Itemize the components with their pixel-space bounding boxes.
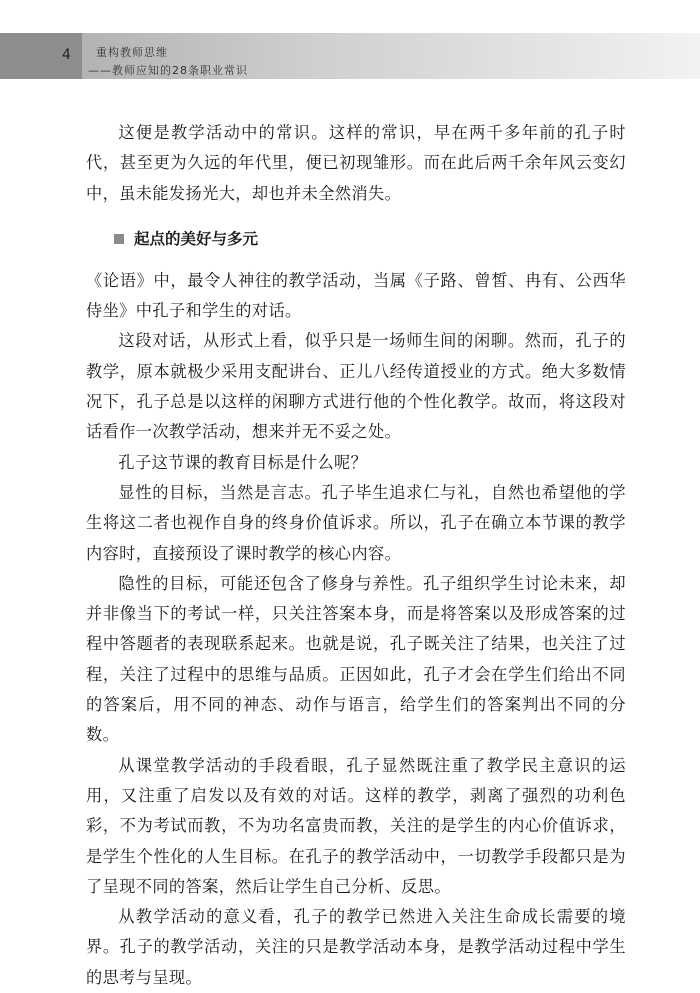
section-heading [114, 228, 626, 250]
paragraph: 从教学活动的意义看，孔子的教学已然进入关注生命成长需要的境界。孔子的教学活动，关注的只是教学活动本身，是教学活动过程中学生的思考与呈现。 [86, 907, 626, 987]
page-body [86, 118, 626, 993]
page-number: 4 [62, 47, 71, 63]
paragraph: 孔子这节课的教育目标是什么呢？ [118, 452, 368, 472]
book-subtitle: ——教师应知的28条职业常识 [88, 64, 248, 77]
section-heading-text: 起点的美好与多元 [134, 229, 259, 248]
book-title: 重构教师思维 [96, 46, 168, 59]
paragraph: 隐性的目标，可能还包含了修身与养性。孔子组织学生讨论未来，却并非像当下的考试一样，只关注答案本身，而是将答案以及形成答案的过程中答题者的表现联系起来。也就是说，孔子既关注了结果，也关注了过程，关注了过程中的思维与品质。正因如此，孔子才会在学生们给出不同的答案后，用不同的神态、动作与语言，给学生们的答案判出不同的分数。 [86, 573, 626, 745]
paragraph: 《论语》中，最令人神往的教学活动，当属《子路、曾皙、冉有、公西华侍坐》中孔子和学生的对话。 [86, 270, 626, 321]
paragraph: 从课堂教学活动的手段看眼，孔子显然既注重了教学民主意识的运用，又注重了启发以及有效的对话。这样的教学，剥离了强烈的功利色彩，不为考试而教，不为功名富贵而教，关注的是学生的内心价值诉求，是学生个性化的人生目标。在孔子的教学活动中，一切教学手段都只是为了呈现不同的答案，然后让学生自己分析、反思。 [86, 755, 626, 896]
paragraph: 这段对话，从形式上看，似乎只是一场师生间的闲聊。然而，孔子的教学，原本就极少采用支配讲台、正儿八经传道授业的方式。绝大多数情况下，孔子总是以这样的闲聊方式进行他的个性化教学。故而，将这段对话看作一次教学活动，想来并无不妥之处。 [86, 331, 626, 442]
square-bullet-icon [114, 234, 124, 244]
intro-paragraph: 这便是教学活动中的常识。这样的常识，早在两千多年前的孔子时代，甚至更为久远的年代里，便已初现雏形。而在此后两千余年风云变幻中，虽未能发扬光大，却也并未全然消失。 [86, 123, 626, 203]
running-header [0, 0, 700, 88]
paragraph: 显性的目标，当然是言志。孔子毕生追求仁与礼，自然也希望他的学生将这二者也视作自身的终身价值诉求。所以，孔子在确立本节课的教学内容时，直接预设了课时教学的核心内容。 [86, 482, 626, 563]
